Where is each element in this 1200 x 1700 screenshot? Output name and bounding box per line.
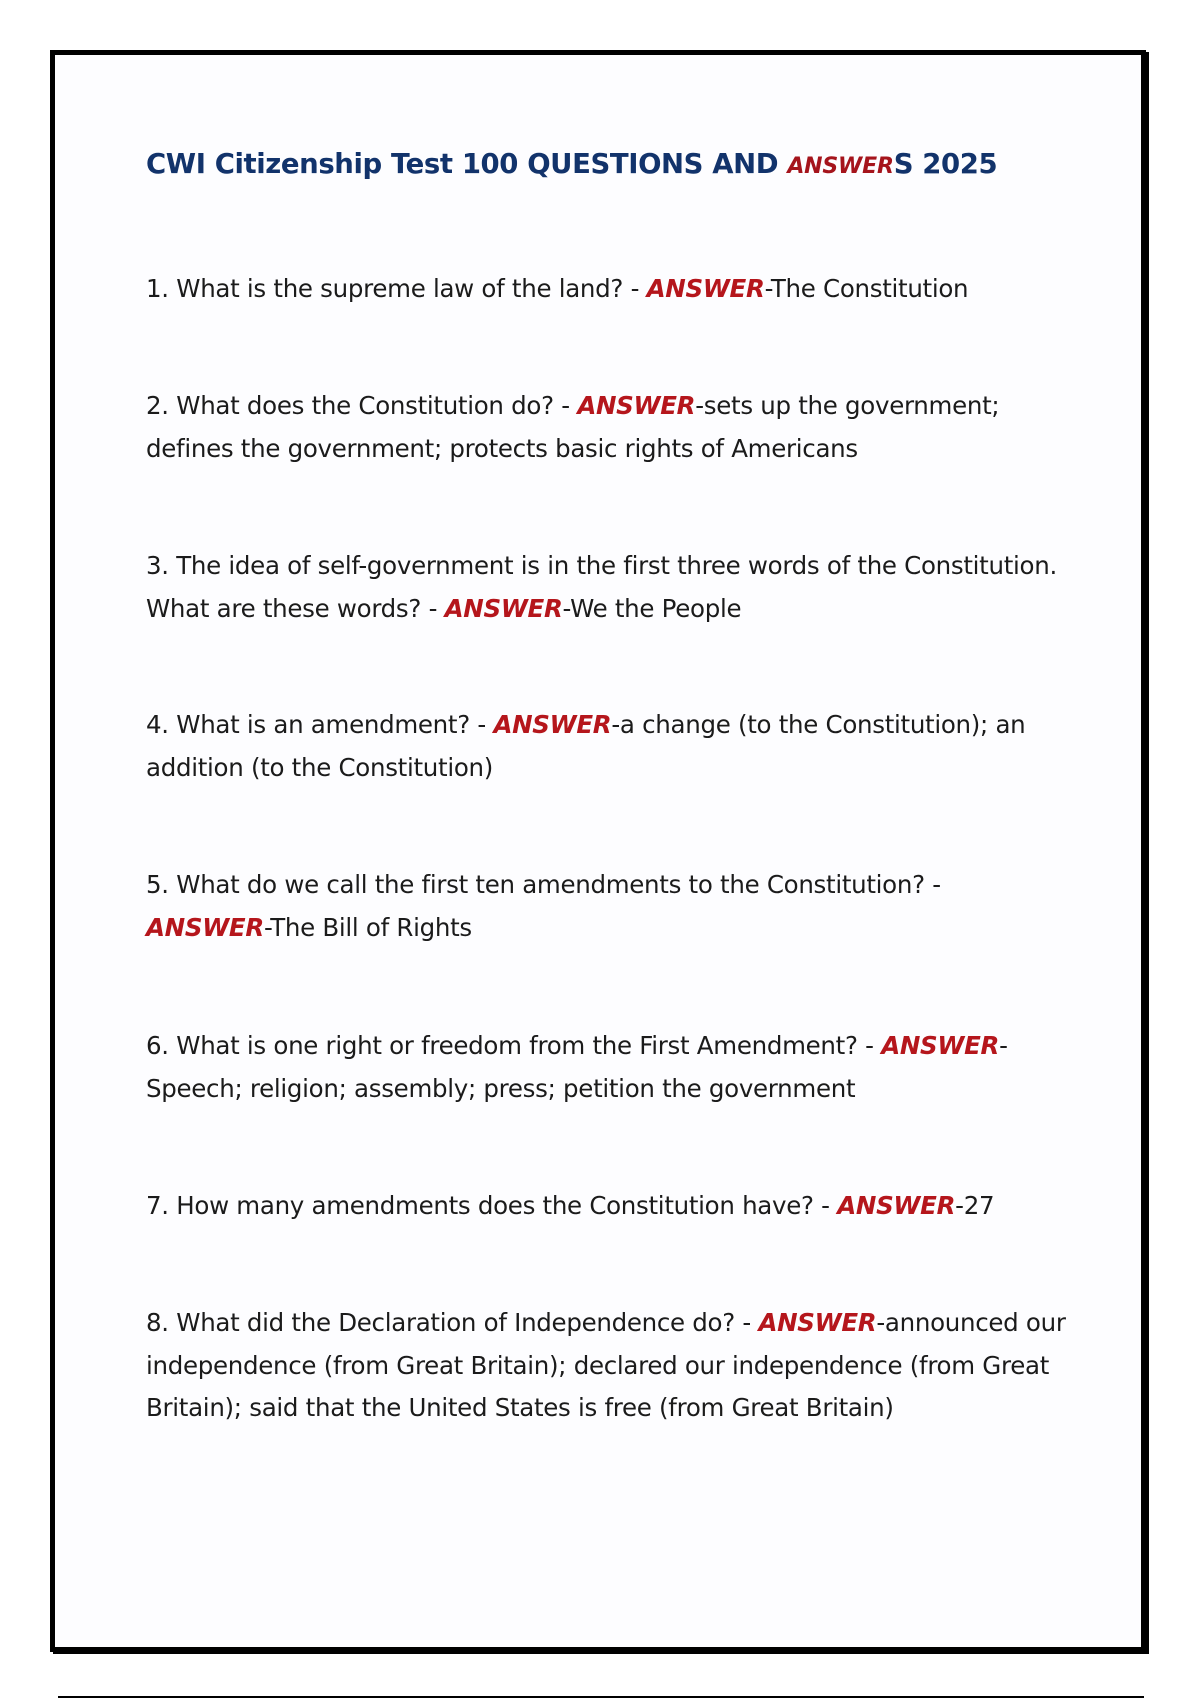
- answer-label: ANSWER: [577, 391, 696, 420]
- question-text: 1. What is the supreme law of the land? -: [146, 274, 647, 303]
- answer-text: -The Constitution: [764, 274, 969, 303]
- qa-item-8: [146, 1302, 1071, 1430]
- answer-text: -27: [955, 1191, 995, 1220]
- bottom-divider: [58, 1696, 1144, 1698]
- document-title: [146, 148, 997, 180]
- answer-label: ANSWER: [837, 1191, 956, 1220]
- qa-item-4: [146, 704, 1071, 789]
- question-text: 2. What does the Constitution do? -: [146, 391, 578, 420]
- answer-text: -sets up the government; defines the government; protects basic rights of Americans: [146, 391, 1000, 463]
- answer-text: -a change (to the Constitution); an addition (to the Constitution): [146, 710, 1026, 782]
- qa-item-7: [146, 1185, 1071, 1228]
- answer-text: -Speech; religion; assembly; press; petition the government: [146, 1031, 1008, 1103]
- title-suffix-text: S 2025: [893, 148, 998, 180]
- question-text: 5. What do we call the first ten amendments to the Constitution? -: [146, 870, 941, 899]
- answer-text: -We the People: [562, 593, 742, 623]
- qa-item-6: [146, 1025, 1071, 1110]
- answer-label: ANSWER: [146, 912, 264, 942]
- question-text: 8. What did the Declaration of Independence do? -: [146, 1308, 759, 1337]
- qa-item-1: [146, 268, 1071, 311]
- answer-label: ANSWER: [444, 593, 563, 623]
- qa-item-3: [146, 545, 1071, 630]
- question-text: 3. The idea of self-government is in the first three words of the Constitution. What are these words? -: [146, 551, 1057, 623]
- qa-item-2: [146, 385, 1071, 470]
- title-main-text: CWI Citizenship Test 100 QUESTIONS AND: [146, 148, 788, 180]
- answer-label: ANSWER: [758, 1308, 877, 1337]
- question-text: 7. How many amendments does the Constitution have? -: [146, 1191, 838, 1220]
- answer-text: -The Bill of Rights: [263, 912, 472, 942]
- answer-text: -announced our independence (from Great Britain); declared our independence (from Great Britain); said that the United States is free (from Great Britain): [146, 1308, 1066, 1422]
- answer-label: ANSWER: [646, 274, 765, 303]
- question-text: 4. What is an amendment? -: [146, 710, 494, 739]
- answer-label: ANSWER: [881, 1031, 1000, 1060]
- question-text: 6. What is one right or freedom from the First Amendment? -: [146, 1031, 882, 1060]
- title-accent-text: ANSWER: [787, 154, 894, 179]
- answer-label: ANSWER: [493, 710, 612, 739]
- qa-item-5: [146, 864, 1071, 949]
